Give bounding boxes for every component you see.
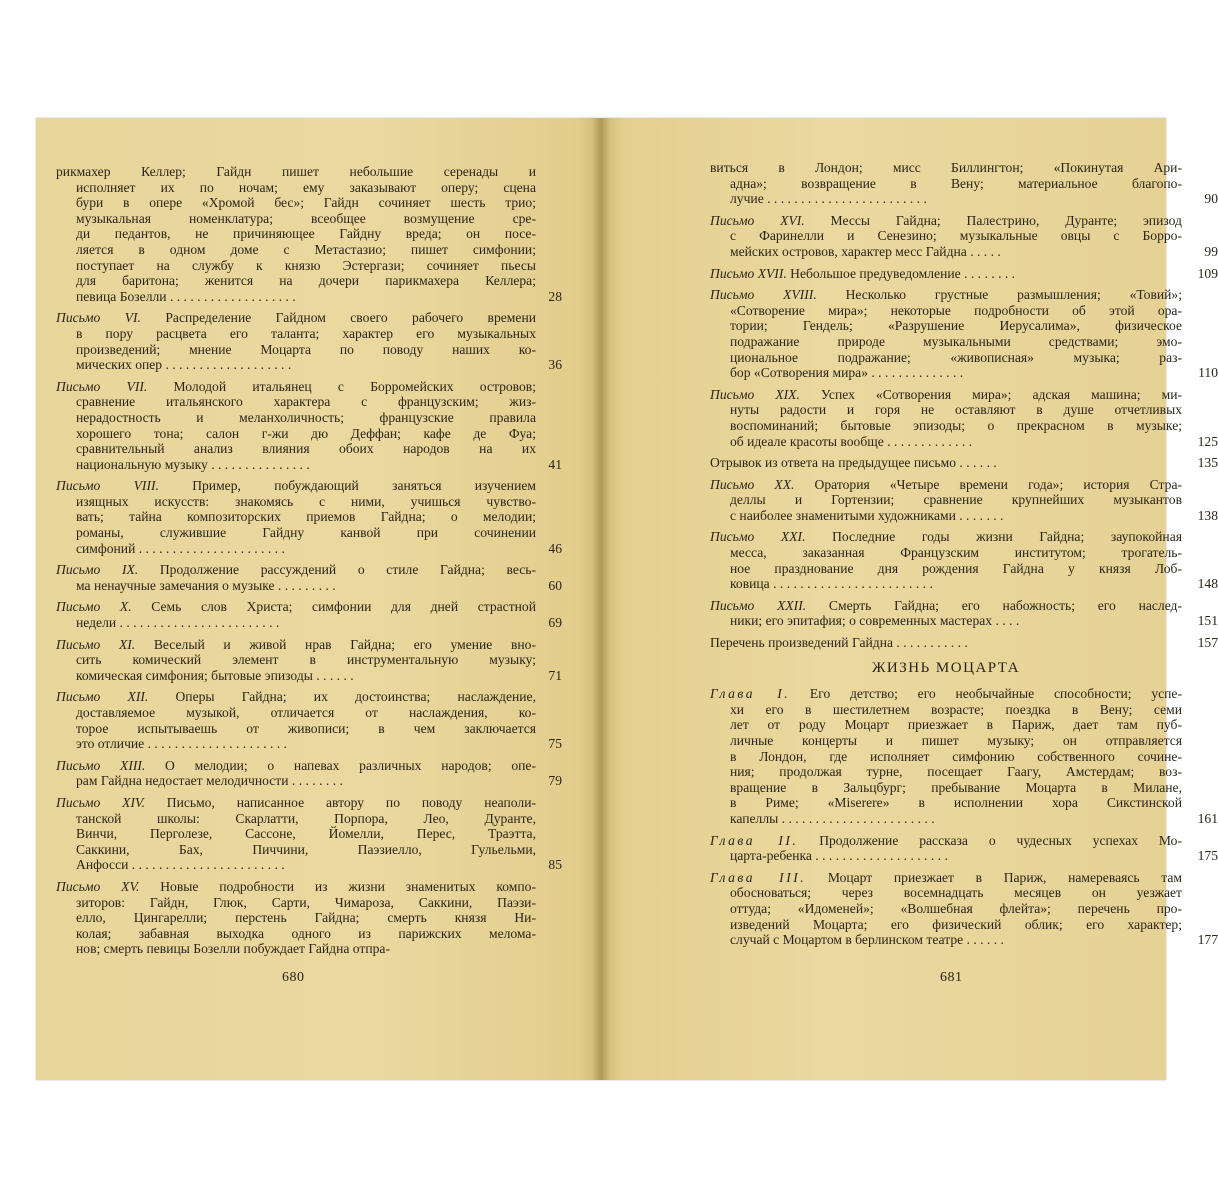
toc-page-number: 85 [548, 857, 562, 873]
toc-entry-line [710, 529, 1182, 545]
toc-entry-text: ковица . . . . . . . . . . . . . . . . . . . . . . . . [730, 576, 933, 592]
toc-entry-line [710, 811, 1182, 827]
toc-entry-text: лучие . . . . . . . . . . . . . . . . . . . . . . . . [730, 191, 927, 207]
toc-entry-text: Письмо, написанное автору по поводу неаполи- [144, 794, 536, 810]
toc-entry-line [710, 191, 1182, 207]
toc-entry-text: изящных искусств: знакомясь с ними, учишься чувство- [76, 493, 536, 509]
toc-entry-line [710, 334, 1182, 350]
toc-entry-line [710, 455, 1182, 471]
toc-entry-text: исполняет их по ночам; ему заказывают оперу; сцена [76, 179, 536, 195]
toc-entry-line [710, 702, 1182, 718]
toc-entry-lead: Глава II. [710, 832, 799, 848]
toc-entry-line [56, 842, 536, 858]
toc-entry-line [710, 780, 1182, 796]
toc-entry-line [56, 394, 536, 410]
toc-entry-line [710, 917, 1182, 933]
toc-entry-lead: Письмо XV. [56, 878, 140, 894]
toc-entry-text: Оперы Гайдна; их достоинства; наслаждение, [148, 689, 536, 705]
toc-entry-text: нерадостность и меланхоличность; французские правила [76, 409, 536, 425]
toc-entry-line [56, 857, 536, 873]
toc-entry-line [710, 287, 1182, 303]
toc-entry-line [56, 310, 536, 326]
toc-entry-text: тории; Гендель; «Разрушение Иерусалима», физическое [730, 318, 1182, 334]
toc-entry-lead: Письмо XVII. [710, 265, 787, 281]
toc-entry-line [56, 379, 536, 395]
toc-entry-line [56, 910, 536, 926]
toc-entry [710, 455, 1218, 471]
toc-entry-text: Успех «Сотворения мира»; адская машина; ми- [799, 386, 1182, 402]
toc-page-number: 28 [548, 288, 562, 304]
toc-entry-text: Семь слов Христа; симфонии для дней страстной [131, 599, 536, 615]
toc-entry-text: для баритона; женится на дочери парикмахера Келлера; [76, 273, 536, 289]
toc-entry-text: в Лондон, где исполняет симфонию собственного сочине- [730, 748, 1182, 764]
toc-entry-lead: Письмо VIII. [56, 478, 159, 494]
toc-entry-text: О мелодии; о напевах различных народов; опе- [145, 757, 536, 773]
toc-page-number: 60 [548, 577, 562, 593]
toc-entry-text: произведений; мнение Моцарта по поводу наших ко- [76, 341, 536, 357]
toc-entry-lead: Письмо XXII. [710, 597, 807, 613]
toc-entry-line [56, 879, 536, 895]
toc-entry [56, 562, 562, 593]
toc-entry-text: доставляемое музыкой, отличается от наслаждения, ко- [76, 705, 536, 720]
toc-entry [710, 686, 1218, 826]
toc-entry-line [56, 410, 536, 426]
toc-entry [710, 265, 1218, 282]
toc-entry-lead: Письмо XII. [56, 689, 149, 705]
toc-entry-line [710, 244, 1182, 260]
toc-entry-text: недели . . . . . . . . . . . . . . . . . . . . . . . . [76, 615, 280, 631]
toc-entry-text: адна»; возвращение в Вену; материальное благопо- [730, 175, 1182, 191]
toc-entry-line [56, 773, 536, 789]
toc-entry-line [56, 689, 536, 705]
left-contents-column [56, 164, 562, 963]
toc-entry-line [56, 478, 536, 494]
toc-entry [710, 476, 1218, 524]
toc-entry-line [56, 164, 536, 180]
toc-page-number: 177 [1197, 932, 1218, 948]
toc-page-number: 135 [1197, 455, 1218, 471]
toc-entry-line [56, 180, 536, 196]
toc-entry-text: национальную музыку . . . . . . . . . . . . . . . [76, 456, 310, 472]
toc-entry-text: рикмахер Келлер; Гайдн пишет небольшие серенады и [56, 164, 536, 179]
toc-entry-line [56, 242, 536, 258]
toc-entry-text: Пример, побуждающий заняться изучением [158, 478, 536, 494]
toc-entry-text: певица Бозелли . . . . . . . . . . . . . . . . . . . [76, 288, 296, 304]
toc-entry-text: мейских островов, характер месс Гайдна . . . . . [730, 243, 1001, 259]
toc-entry-line [710, 303, 1182, 319]
toc-entry-line [56, 541, 536, 557]
toc-entry-text: лет от роду Моцарт приезжает в Париж, дает там пуб- [730, 717, 1182, 733]
toc-entry-text: случай с Моцартом в берлинском театре . . . . . . [730, 932, 1004, 948]
toc-entry-text: Молодой итальянец с Борромейских островов; [147, 378, 536, 394]
toc-entry-text: Анфосси . . . . . . . . . . . . . . . . . . . . . . . [76, 857, 285, 873]
toc-entry-line [710, 598, 1182, 614]
toc-entry-text: Продолжение рассказа о чудесных успехах Мо- [798, 832, 1182, 848]
toc-entry-text: бор «Сотворения мира» . . . . . . . . . . . . . . [730, 365, 964, 381]
toc-entry-line [56, 326, 536, 342]
toc-entry-text: вращение в Зальцбург; пребывание Моцарта в Милане, [730, 779, 1182, 795]
toc-page-number: 161 [1197, 810, 1218, 826]
toc-entry-line [56, 509, 536, 525]
toc-entry-text: Его детство; его необычайные способности; успе- [790, 686, 1182, 702]
toc-entry-line [710, 901, 1182, 917]
toc-entry-text: музыкальная номенклатура; всеобщее возмущение сре- [76, 210, 536, 226]
toc-entry-line [710, 717, 1182, 733]
toc-entry-text: ния; продолжая турне, посещает Гаагу, Амстердам; воз- [730, 764, 1182, 780]
toc-page-number: 109 [1197, 265, 1218, 281]
toc-page-number: 157 [1197, 635, 1218, 651]
toc-entry-line [710, 418, 1182, 434]
toc-entry-text: сравнительный анализ влияния обоих народов на их [76, 441, 536, 457]
toc-entry-line [56, 258, 536, 274]
toc-entry-line [56, 599, 536, 615]
toc-entry-line [56, 457, 536, 473]
toc-entry-text: личные концерты и пишет музыку; он отправляется [730, 733, 1182, 748]
toc-entry-line [56, 226, 536, 242]
toc-entry-text: подражание природе музыкальными средствами; эмо- [730, 333, 1182, 349]
toc-entry-text: комическая симфония; бытовые эпизоды . . . . . . [76, 667, 354, 683]
toc-page-number: 36 [548, 357, 562, 373]
toc-entry-line [56, 795, 536, 811]
toc-entry-text: Оратория «Четыре времени года»; история Стра- [794, 476, 1183, 492]
toc-entry-text: Винчи, Перголезе, Сассоне, Йомелли, Перес, Траэтта, [76, 826, 536, 842]
toc-entry-line [56, 926, 536, 942]
toc-page-number: 138 [1197, 507, 1218, 523]
toc-page-number: 75 [548, 736, 562, 752]
toc-entry-text: поступает на службу к князю Эстергази; сочиняет пьесы [76, 257, 536, 273]
section-title: ЖИЗНЬ МОЦАРТА [871, 659, 1021, 676]
toc-entry-line [710, 635, 1182, 651]
toc-entry-text: танской школы: Скарлатти, Порпора, Лео, Дуранте, [76, 810, 536, 826]
toc-entry-line [710, 213, 1182, 229]
toc-entry-line [710, 387, 1182, 403]
right-page [606, 118, 1218, 1080]
toc-entry-text: вать; тайна композиторских приемов Гайдна; о мелодии; [76, 509, 536, 525]
toc-entry-line [56, 652, 536, 668]
toc-entry [56, 478, 562, 556]
toc-entry-lead: Письмо XX. [710, 476, 795, 492]
toc-entry-text: в пору расцвета его таланта; характер его музыкальных [76, 325, 536, 341]
toc-entry-line [710, 795, 1182, 811]
toc-entry-lead: Глава III. [710, 869, 807, 885]
toc-entry-text: ники; его эпитафия; о современных мастерах . . . . [730, 613, 1020, 629]
toc-page-number: 175 [1197, 848, 1218, 864]
toc-entry [710, 869, 1218, 948]
toc-entry-line [56, 758, 536, 774]
toc-entry [710, 287, 1218, 381]
toc-entry-lead: Письмо XIV. [56, 794, 145, 810]
toc-entry [56, 794, 562, 873]
toc-entry-line [56, 668, 536, 684]
toc-entry-text: деллы и Гортензии; сравнение крупнейших музыкантов [730, 492, 1182, 508]
toc-entry-text: циональное подражание; «живописная» музыка; раз- [730, 349, 1182, 365]
toc-entry-text: изведений Моцарта; его физический облик; его характер; [730, 916, 1182, 932]
toc-entry-text: «Сотворение мира»; некоторые подробности об этой ора- [730, 302, 1182, 318]
toc-entry-text: воспоминаний; бытовые эпизоды; о прекрасном в музыке; [730, 417, 1182, 433]
toc-entry-line [710, 932, 1182, 948]
toc-page-number: 69 [548, 615, 562, 631]
toc-entry-line [710, 228, 1182, 244]
toc-entry-line [56, 562, 536, 578]
toc-entry-text: зиторов: Гайдн, Глюк, Сарти, Чимароза, Саккини, Паэзи- [76, 894, 536, 910]
toc-entry-line [56, 426, 536, 442]
toc-entry-text: романы, служившие Гайдну канвой при сочинении [76, 525, 536, 541]
toc-entry-text: Распределение Гайдном своего рабочего времени [140, 310, 536, 326]
toc-entry-text: Несколько грустные размышления; «Товий»; [816, 287, 1182, 303]
toc-entry [710, 635, 1218, 651]
toc-entry-text: Отрывок из ответа на предыдущее письмо . . . . . . [710, 455, 997, 471]
toc-entry [56, 757, 562, 789]
toc-entry-line [710, 545, 1182, 561]
toc-page-number: 148 [1197, 576, 1218, 592]
toc-entry-line [710, 870, 1182, 886]
toc-entry-line [56, 211, 536, 227]
toc-entry-line [710, 266, 1182, 282]
toc-page-number: 41 [548, 456, 562, 472]
toc-entry-line [710, 848, 1182, 864]
toc-entry-text: бури в опере «Хромой бес»; Гайдн сочиняет шесть трио; [76, 195, 536, 211]
toc-entry-text: сить комический элемент в инструментальную музыку; [76, 652, 536, 668]
toc-entry-text: об идеале красоты вообще . . . . . . . . . . . . . [730, 433, 973, 449]
toc-page-number: 125 [1197, 433, 1218, 449]
toc-entry-line [56, 705, 536, 721]
toc-entry-line [710, 733, 1182, 749]
toc-entry-text: Моцарт приезжает в Париж, намереваясь там [806, 869, 1183, 885]
toc-entry [56, 378, 562, 473]
toc-entry-line [56, 441, 536, 457]
toc-entry-lead: Письмо XI. [56, 636, 136, 652]
toc-entry-text: колая; забавная выходка одного из парижских мелома- [76, 925, 536, 941]
toc-page-number: 90 [1204, 191, 1218, 207]
toc-entry [710, 529, 1218, 592]
toc-entry-text: виться в Лондон; мисс Биллингтон; «Покинутая Ари- [710, 160, 1182, 175]
toc-page-number: 79 [548, 773, 562, 789]
toc-entry-line [710, 764, 1182, 780]
toc-entry-line [710, 350, 1182, 366]
toc-entry-text: Перечень произведений Гайдна . . . . . . . . . . . [710, 635, 968, 651]
toc-entry-lead: Письмо VII. [56, 378, 148, 394]
right-entries-bottom [710, 686, 1218, 948]
toc-entry-text: Смерть Гайдна; его набожность; его наслед- [806, 597, 1182, 613]
toc-entry-line [56, 195, 536, 211]
toc-entry [710, 597, 1218, 629]
right-contents-column [710, 160, 1218, 954]
toc-entry-line [56, 721, 536, 737]
toc-entry-text: нов; смерть певицы Бозелли побуждает Гайдна отпра- [76, 941, 390, 957]
toc-entry-lead: Письмо X. [56, 599, 132, 615]
toc-entry-text: с Фаринелли и Сенезино; музыкальные овцы с Борро- [730, 228, 1182, 244]
right-entries-top [710, 160, 1218, 651]
toc-entry-line [710, 576, 1182, 592]
toc-entry-lead: Письмо XVI. [710, 212, 805, 228]
toc-entry-line [710, 402, 1182, 418]
toc-entry [56, 164, 562, 304]
toc-entry-lead: Глава I. [710, 686, 791, 702]
toc-entry-line [710, 492, 1182, 508]
toc-entry-text: Последние годы жизни Гайдна; заупокойная [805, 529, 1182, 545]
toc-entry-line [56, 289, 536, 305]
toc-entry-line [710, 749, 1182, 765]
toc-entry-line [56, 615, 536, 631]
toc-entry-text: ное празднование дня рождения Гайдна у князя Лоб- [730, 560, 1182, 576]
left-page [36, 118, 596, 1080]
toc-entry-line [710, 477, 1182, 493]
toc-entry [710, 160, 1218, 207]
toc-entry-line [710, 318, 1182, 334]
toc-entry-text: нуты радости и горя не оставляют в душе отчетливых [730, 402, 1182, 418]
toc-entry-line [710, 833, 1182, 849]
toc-entry-line [56, 811, 536, 827]
toc-page-number: 110 [1198, 365, 1218, 381]
toc-entry-line [56, 357, 536, 373]
left-page-number: 680 [282, 970, 305, 985]
toc-entry-line [56, 941, 536, 957]
toc-entry-lead: Письмо VI. [56, 310, 141, 326]
toc-entry-text: сравнение итальянского характера с французским; жиз- [76, 394, 536, 410]
toc-entry-text: ди педантов, не причиняющее Гайдну вреда; он посе- [76, 226, 536, 242]
toc-entry-line [710, 160, 1182, 176]
toc-page-number: 71 [548, 667, 562, 683]
toc-page-number: 46 [548, 540, 562, 556]
toc-entry-text: оттуда; «Идоменей»; «Волшебная флейта»; перечень про- [730, 900, 1182, 916]
toc-entry-text: Продолжение рассуждений о стиле Гайдна; весь- [138, 562, 536, 578]
right-page-number: 681 [940, 970, 963, 985]
toc-entry-text: Небольшое предуведомление . . . . . . . . [786, 265, 1016, 281]
toc-entry-text: капеллы . . . . . . . . . . . . . . . . . . . . . . . [730, 810, 935, 826]
toc-entry-text: в Риме; «Miserere» в исполнении хора Сикстинской [730, 795, 1182, 811]
toc-entry-text: ма ненаучные замечания о музыке . . . . . . . . . [76, 577, 336, 593]
toc-entry-text: симфоний . . . . . . . . . . . . . . . . . . . . . . [76, 540, 285, 556]
toc-entry-text: мических опер . . . . . . . . . . . . . . . . . . . [76, 357, 292, 373]
toc-entry-text: ляется в одном доме с Метастазио; пишет симфонии; [76, 241, 536, 257]
toc-page-number: 99 [1204, 243, 1218, 259]
toc-entry-line [710, 613, 1182, 629]
toc-entry [56, 599, 562, 631]
toc-entry-line [710, 365, 1182, 381]
toc-entry-line [56, 736, 536, 752]
toc-entry-text: Саккини, Бах, Пиччини, Паэзиелло, Гульельми, [76, 841, 536, 857]
toc-entry-line [56, 525, 536, 541]
toc-entry-line [56, 826, 536, 842]
toc-entry-line [56, 578, 536, 594]
toc-entry-text: рам Гайдна недостает мелодичности . . . . . . . . [76, 773, 343, 789]
toc-entry [56, 879, 536, 957]
toc-entry-text: обосноваться; через восемнадцать месяцев он уезжает [730, 885, 1182, 901]
toc-entry-line [56, 342, 536, 358]
toc-entry [56, 689, 562, 752]
toc-entry-text: с наиболее знаменитыми художниками . . . . . . . [730, 507, 1004, 523]
toc-entry [710, 212, 1218, 260]
toc-entry-text: Мессы Гайдна; Палестрино, Дуранте; эпизод [804, 212, 1182, 228]
toc-entry-line [56, 895, 536, 911]
toc-entry-line [56, 637, 536, 653]
toc-entry-text: Новые подробности из жизни знаменитых компо- [139, 878, 536, 894]
book-spread [36, 118, 1218, 1080]
toc-entry-text: Веселый и живой нрав Гайдна; его умение вно- [135, 636, 536, 652]
toc-entry-line [710, 561, 1182, 577]
toc-entry-text: елло, Цингарелли; перстень Гайдна; смерть князя Ни- [76, 910, 536, 926]
toc-entry-line [56, 273, 536, 289]
toc-entry [56, 636, 562, 684]
toc-entry-text: торое испытываешь от живописи; в чем заключается [76, 720, 536, 736]
toc-entry-lead: Письмо XVIII. [710, 287, 817, 303]
toc-entry-text: хорошего тона; салон г-жи дю Деффан; кафе де Фуа; [76, 425, 536, 441]
toc-entry-text: месса, заказанная Французским институтом; трогатель- [730, 545, 1182, 561]
toc-entry [710, 386, 1218, 449]
toc-entry-line [710, 176, 1182, 192]
toc-entry-line [710, 434, 1182, 450]
toc-entry-text: хи его в шестилетнем возрасте; поездка в Вену; семи [730, 701, 1182, 717]
toc-entry [56, 310, 562, 373]
toc-entry-lead: Письмо XXI. [710, 529, 806, 545]
toc-entry [710, 832, 1218, 864]
toc-entry-line [710, 885, 1182, 901]
toc-entry-line [56, 494, 536, 510]
toc-entry-line [710, 686, 1182, 702]
toc-entry-text: царта-ребенка . . . . . . . . . . . . . . . . . . . . [730, 848, 948, 864]
toc-entry-lead: Письмо XIX. [710, 386, 800, 402]
toc-entry-line [710, 508, 1182, 524]
toc-entry-lead: Письмо XIII. [56, 757, 146, 773]
toc-entry-text: это отличие . . . . . . . . . . . . . . . . . . . . . [76, 736, 287, 752]
toc-entry-lead: Письмо IX. [56, 562, 139, 578]
toc-page-number: 151 [1197, 613, 1218, 629]
